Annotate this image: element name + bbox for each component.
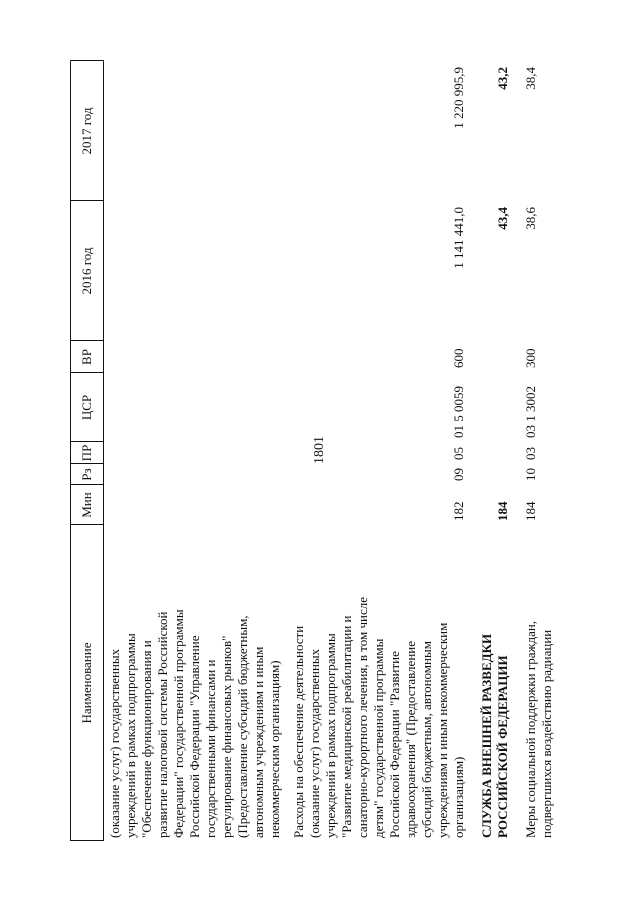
- header-2016: 2016 год: [79, 247, 94, 295]
- row-name-line: "Обеспечение функционирования и: [139, 640, 154, 838]
- cell-2016: 43,4: [495, 207, 510, 230]
- row-name-line: Российской Федерации "Развитие: [387, 651, 402, 838]
- cell-csr: 03 1 3002: [523, 386, 538, 438]
- row-name-line: подвергшихся воздействию радиации: [539, 629, 554, 838]
- row-name-line: СЛУЖБА ВНЕШНЕЙ РАЗВЕДКИ: [479, 633, 494, 838]
- cell-pr: 05: [451, 447, 466, 460]
- row-name-line: Федерации" государственной программы: [171, 609, 186, 838]
- header-2017: 2017 год: [79, 107, 94, 155]
- row-name-line: "Развитие медицинской реабилитации и: [339, 615, 354, 838]
- row-name-line: регулирование финансовых рынков": [219, 635, 234, 838]
- cell-rz: 09: [451, 468, 466, 481]
- cell-min: 182: [451, 501, 466, 521]
- row-name-line: развитие налоговой системы Российской: [155, 611, 170, 838]
- row-name-line: (оказание услуг) государственных: [307, 648, 322, 838]
- cell-csr: 01 5 0059: [451, 386, 466, 438]
- row-name-line: детям" государственной программы: [371, 638, 386, 838]
- row-name-line: Меры социальной поддержки граждан,: [523, 620, 538, 838]
- row-name-line: здравоохранения" (Предоставление: [403, 641, 418, 838]
- cell-pr: 03: [523, 447, 538, 460]
- cell-2017: 43,2: [495, 67, 510, 90]
- row-name-line: организациям): [451, 756, 466, 838]
- cell-min: 184: [495, 501, 510, 521]
- cell-rz: 10: [523, 468, 538, 481]
- row-name-line: учреждениям и иным некоммерческим: [435, 622, 450, 838]
- cell-2017: 1 220 995,9: [451, 67, 466, 129]
- cell-2017: 38,4: [523, 67, 538, 90]
- cell-vr: 300: [523, 348, 538, 368]
- cell-2016: 38,6: [523, 207, 538, 230]
- header-vr: ВР: [79, 349, 94, 365]
- cell-2016: 1 141 441,0: [451, 207, 466, 269]
- row-name-line: санаторно-курортного лечения, в том числе: [355, 596, 370, 838]
- row-name-line: (Предоставление субсидий бюджетным,: [235, 615, 250, 838]
- row-name-line: субсидий бюджетным, автономным: [419, 641, 434, 838]
- cell-min: 184: [523, 501, 538, 521]
- page-number: 1801: [312, 436, 327, 464]
- header-name: Наименование: [79, 642, 94, 724]
- cell-vr: 600: [451, 348, 466, 368]
- row-name-line: автономным учреждениям и иным: [251, 646, 266, 838]
- header-pr: ПР: [79, 444, 94, 462]
- row-name-line: Расходы на обеспечение деятельности: [291, 625, 306, 838]
- row-name-line: (оказание услуг) государственных: [107, 648, 122, 838]
- row-name-line: учреждений в рамках подпрограммы: [123, 633, 138, 838]
- header-csr: ЦСР: [79, 394, 94, 421]
- header-rz: Рз: [79, 468, 94, 481]
- header-min: Мин: [79, 492, 94, 518]
- row-name-line: Российской Федерации "Управление: [187, 635, 202, 838]
- row-name-line: государственными финансами и: [203, 659, 218, 838]
- row-name-line: учреждений в рамках подпрограммы: [323, 633, 338, 838]
- row-name-line: некоммерческим организациям): [267, 660, 282, 838]
- row-name-line: РОССИЙСКОЙ ФЕДЕРАЦИИ: [495, 655, 510, 838]
